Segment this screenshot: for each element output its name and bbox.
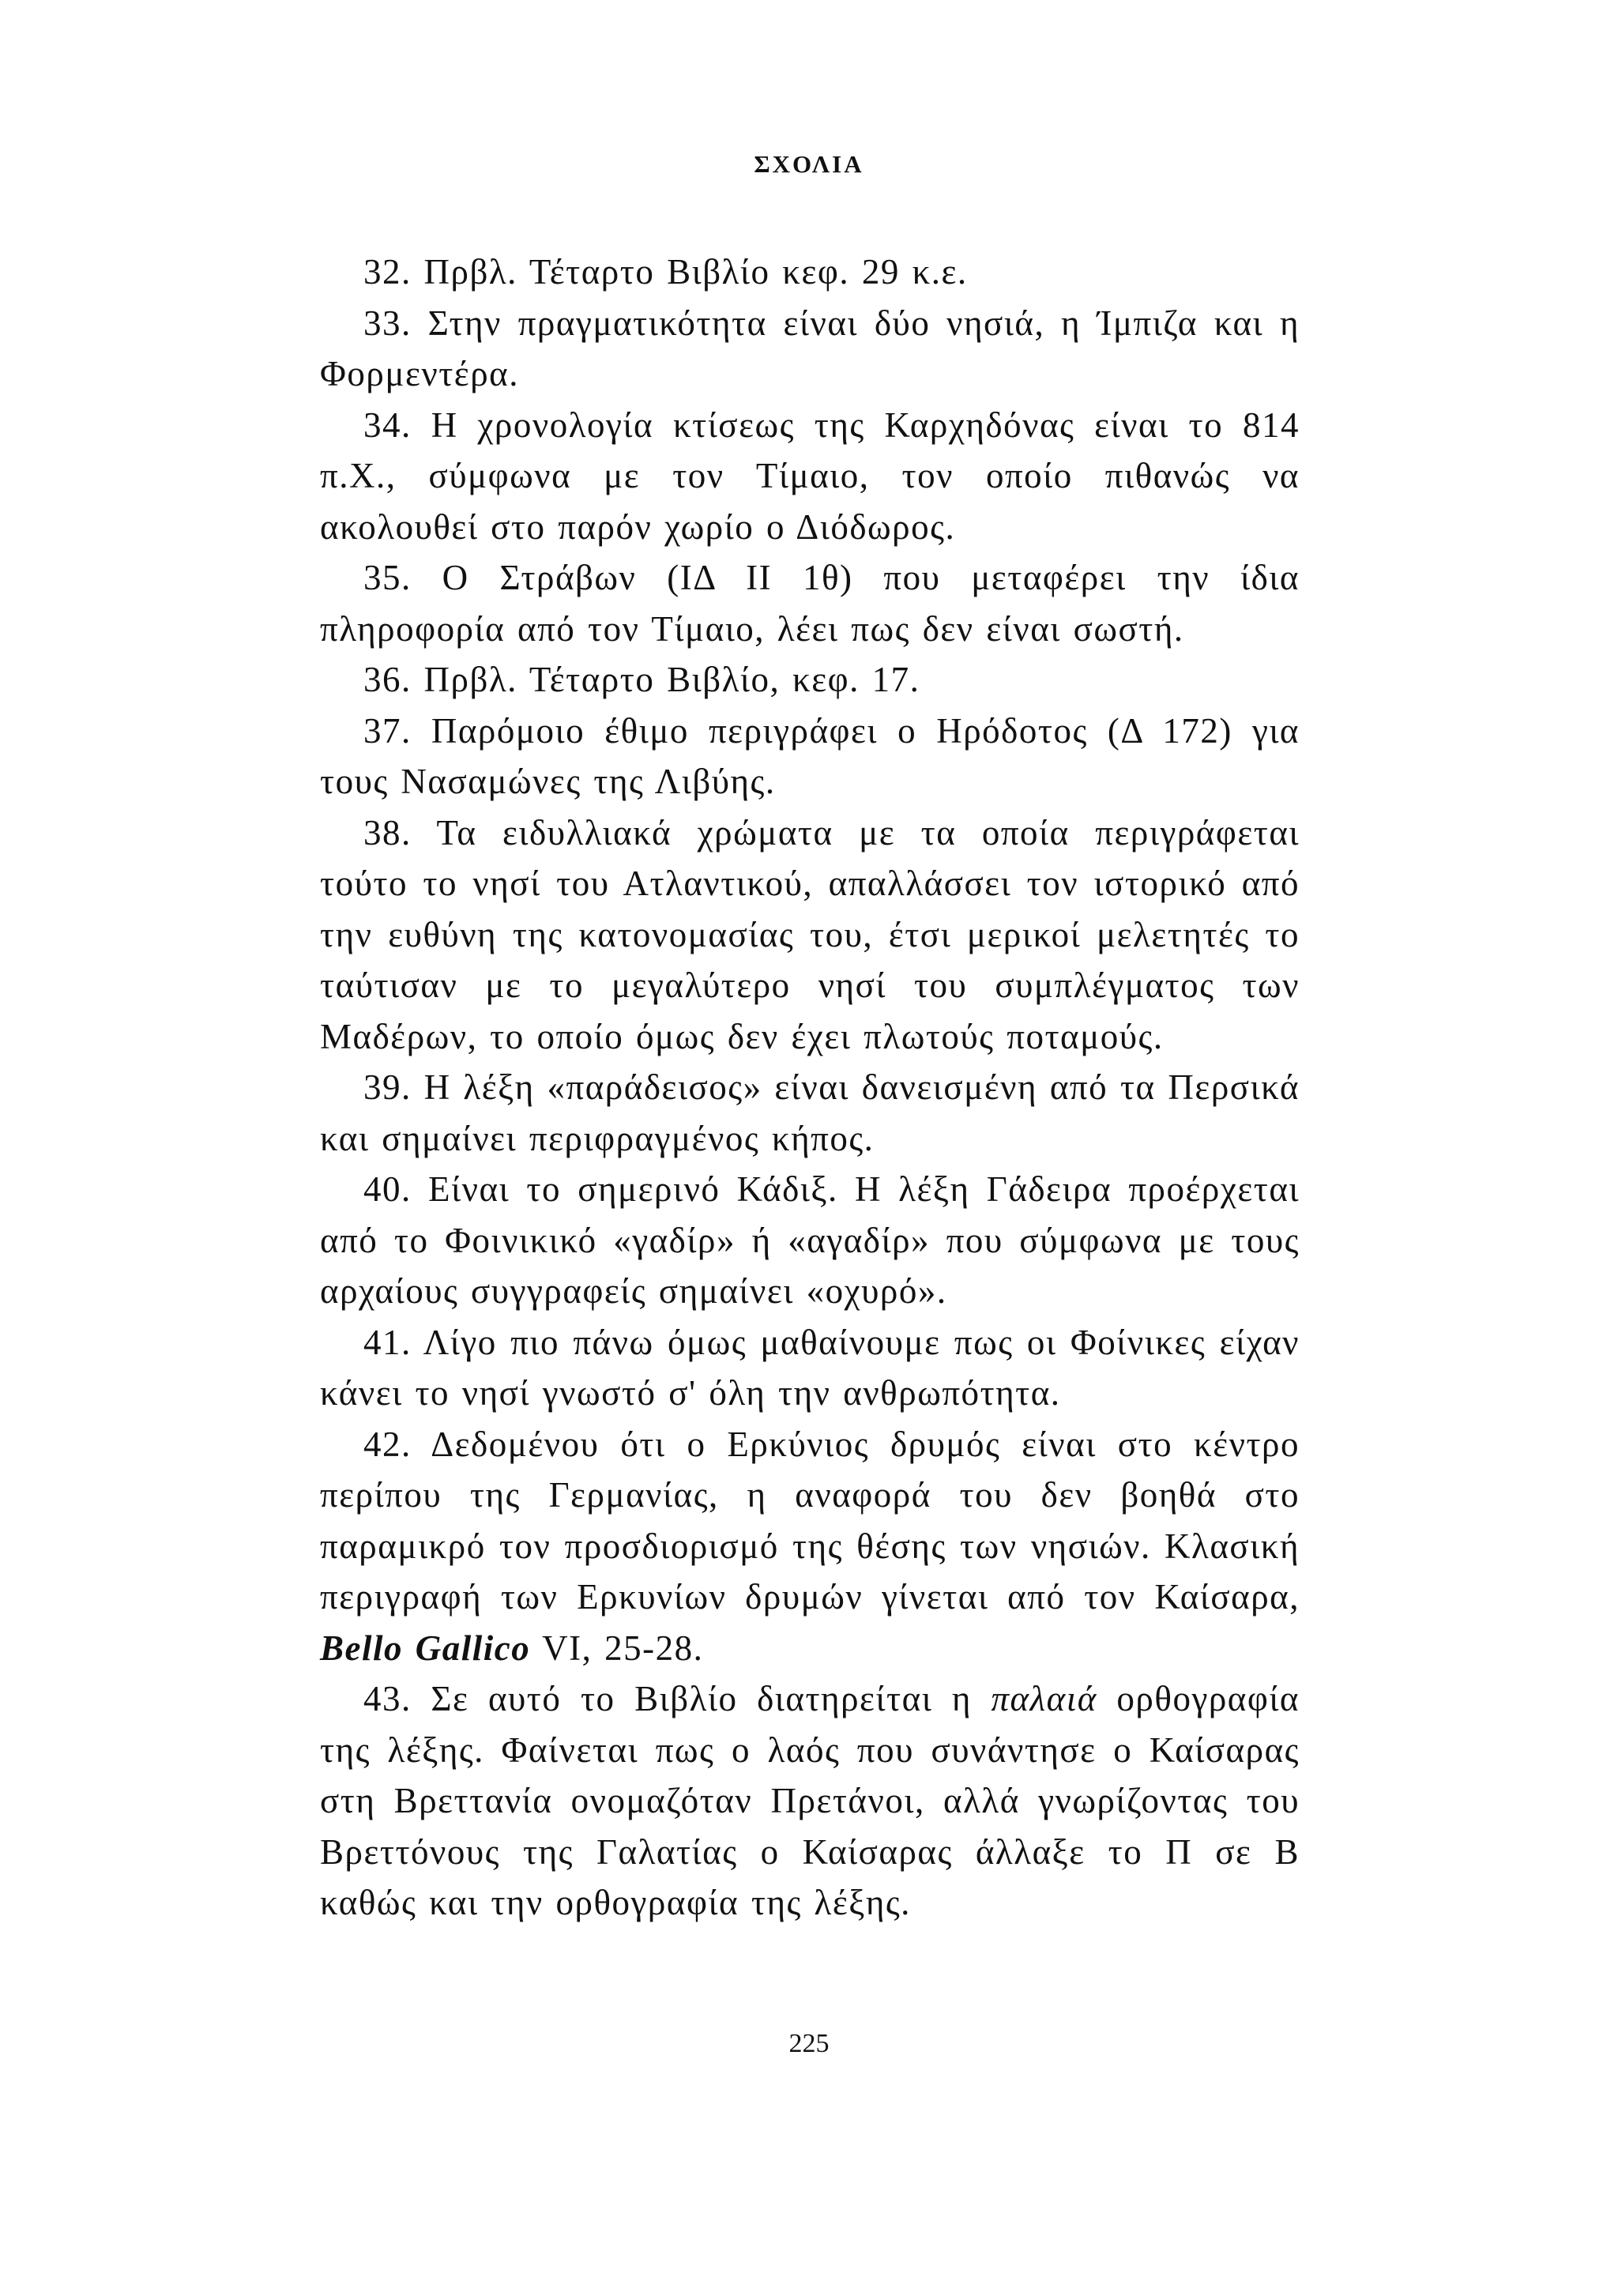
note-number: 37. [363,710,412,751]
note-42 [320,1419,1300,1674]
note-38 [320,807,1300,1063]
note-43 [320,1673,1300,1929]
note-35 [320,552,1300,654]
note-text: Δεδομένου ότι ο Ερκύνιος δρυμός είναι στο κέντρο περίπου της Γερμανίας, η αναφορά του δεν βοηθά στο παραμικρό τον προσδιορισμό της θέσης των νησιών. Κλασική περιγραφή των Ερκυνίων δρυμών γίνεται από τον Καίσαρα, [320,1424,1300,1617]
note-40 [320,1164,1300,1317]
note-number: 34. [363,405,412,445]
note-text: Σε αυτό το Βιβλίο διατηρείται η [431,1679,972,1718]
note-33 [320,298,1300,400]
note-text-continued: VI, 25-28. [530,1628,704,1668]
note-text: Τα ειδυλλιακά χρώματα με τα οποία περιγράφεται τούτο το νησί του Ατλαντικού, απαλλάσσει τον ιστορικό από την ευθύνη της κατονομασίας του, έτσι μερικοί μελετητές το ταύτισαν με το μεγαλύτερο νησί του συμπλέγματος των Μαδέρων, το οποίο όμως δεν έχει πλωτούς ποταμούς. [320,812,1300,1056]
note-number: 33. [363,303,412,343]
note-41 [320,1317,1300,1419]
note-text: Ο Στράβων (ΙΔ ΙΙ 1θ) που μεταφέρει την ίδια πληροφορία από τον Τίμαιο, λέει πως δεν είναι σωστή. [320,558,1300,649]
page-number: 225 [788,2029,830,2058]
note-number: 35. [363,558,412,597]
note-text: Η λέξη «παράδεισος» είναι δανεισμένη από τα Περσικά και σημαίνει περιφραγμένος κήπος. [320,1067,1300,1158]
note-39 [320,1062,1300,1164]
note-34 [320,400,1300,553]
note-37 [320,706,1300,807]
note-text: Πρβλ. Τέταρτο Βιβλίο κεφ. 29 κ.ε. [423,252,968,292]
notes-list [320,247,1300,1929]
note-text: Στην πραγματικότητα είναι δύο νησιά, η Ίμπιζα και η Φορμεντέρα. [320,303,1300,393]
italic-emphasis: παλαιά [991,1679,1097,1718]
note-36 [320,654,1300,706]
note-text: Η χρονολογία κτίσεως της Καρχηδόνας είναι το 814 π.Χ., σύμφωνα με τον Τίμαιο, τον οποίο πιθανώς να ακολουθεί στο παρόν χωρίο ο Διόδωρος. [320,405,1300,547]
running-title: ΣΧΟΛΙΑ [754,150,864,178]
note-number: 32. [363,252,412,292]
note-text: Λίγο πιο πάνω όμως μαθαίνουμε πως οι Φοίνικες είχαν κάνει το νησί γνωστό σ' όλη την ανθρωπότητα. [320,1322,1300,1413]
note-number: 38. [363,812,412,853]
note-text: Είναι το σημερινό Κάδιξ. Η λέξη Γάδειρα προέρχεται από το Φοινικικό «γαδίρ» ή «αγαδίρ» που σύμφωνα με τους αρχαίους συγγραφείς σημαίνει «οχυρό». [320,1169,1300,1311]
note-text-continued: ορθογραφία της λέξης. Φαίνεται πως ο λαός που συνάντησε ο Καίσαρας στη Βρεττανία ονομαζόταν Πρετάνοι, αλλά γνωρίζοντας του Βρεττόνους της Γαλατίας ο Καίσαρας άλλαξε το Π σε Β καθώς και την ορθογραφία της λέξης. [320,1679,1300,1922]
work-title-emphasis: Bello Gallico [320,1628,531,1668]
note-number: 43. [363,1679,412,1718]
note-text: Πρβλ. Τέταρτο Βιβλίο, κεφ. 17. [423,660,920,699]
note-number: 39. [363,1067,412,1107]
note-number: 40. [363,1169,412,1209]
note-number: 41. [363,1322,412,1362]
note-text: Παρόμοιο έθιμο περιγράφει ο Ηρόδοτος (Δ 172) για τους Νασαμώνες της Λιβύης. [320,710,1300,801]
note-number: 36. [363,660,412,699]
note-number: 42. [363,1424,412,1464]
note-32 [320,247,1300,298]
